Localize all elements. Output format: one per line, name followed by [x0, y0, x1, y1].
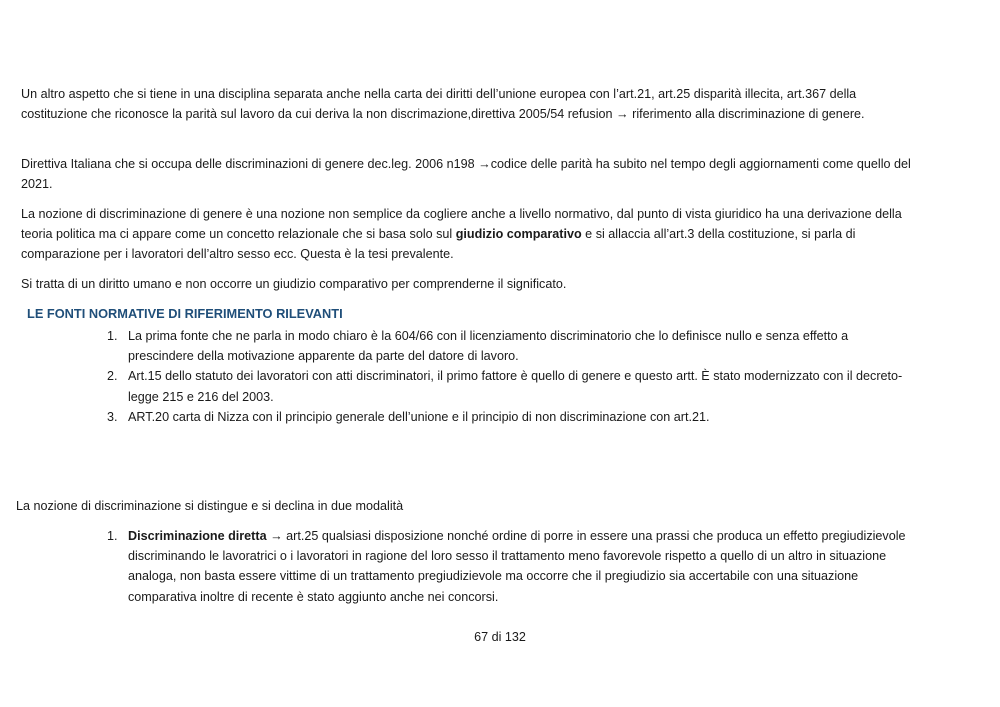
list-item-text: → art.25 qualsiasi disposizione nonché ordine di porre in essere una prassi che produca un effetto pregiudizievole discriminando le lavoratrici o i lavoratori in ragione del loro sesso il trattamento meno favorevole rispetto a quello di un altro in situazione analoga, non basta essere vittime di un trattamento pregiudizievole ma occorre che il pregiudizio sia accertabile con una situazione comparativa inoltre di recente è stato aggiunto anche nei concorsi. — [128, 529, 906, 604]
list-number: 1. — [107, 329, 118, 343]
list-item — [0, 366, 913, 406]
list-item-text: La prima fonte che ne parla in modo chiaro è la 604/66 con il licenziamento discriminatorio che lo definisce nullo e senza effetto a prescindere della motivazione apparente da parte del datore di lavoro. — [128, 329, 849, 364]
list-item-text: ART.20 carta di Nizza con il principio generale dell’unione e il principio di non discriminazione con art.21. — [128, 409, 710, 424]
list-item-text: Art.15 dello statuto dei lavoratori con atti discriminatori, il primo fattore è quello di genere e questo artt. È stato modernizzato con il decreto-legge 215 e 216 del 2003. — [128, 369, 903, 404]
paragraph-human-right: Si tratta di un diritto umano e non occorre un giudizio comparativo per comprenderne il significato. — [21, 277, 567, 291]
list-item — [0, 407, 913, 427]
paragraph-gender-discrimination-notion — [21, 204, 921, 265]
bold-term: giudizio comparativo — [455, 227, 582, 242]
bold-term: Discriminazione diretta — [128, 529, 267, 543]
list-number: 1. — [107, 529, 118, 543]
list-number: 3. — [107, 409, 118, 424]
section-heading: LE FONTI NORMATIVE DI RIFERIMENTO RILEVANTI — [27, 306, 343, 321]
paragraph-text-part: La nozione di discriminazione di genere è una nozione non semplice da cogliere anche a livello normativo, dal punto di vista giuridico ha una derivazione della teoria politica ma ci appare come un concetto relazionale che si basa solo sul — [21, 207, 902, 242]
paragraph-two-modalities: La nozione di discriminazione si distingue e si declina in due modalità — [16, 499, 404, 513]
paragraph-text-part: e si allaccia all’art.3 della costituzione, si parla di comparazione per i lavoratori dell’altro sesso ecc. Questa è la tesi prevalente. — [21, 227, 856, 262]
sources-list — [0, 326, 913, 427]
modalities-list — [0, 526, 913, 607]
paragraph-eu-charter: Un altro aspetto che si tiene in una disciplina separata anche nella carta dei diritti dell’unione europea con l’art.21, art.25 disparità illecita, art.367 della costituzione che riconosce la parità sul lavoro da cui deriva la non discrimazione,direttiva 2005/54 refusion → riferimento alla discriminazione di genere. — [21, 87, 865, 122]
page-number: 67 di 132 — [474, 630, 526, 644]
list-number: 2. — [107, 369, 118, 384]
list-item — [0, 326, 913, 366]
list-item — [0, 526, 913, 607]
paragraph-italian-directive: Direttiva Italiana che si occupa delle discriminazioni di genere dec.leg. 2006 n198 →codice delle parità ha subito nel tempo degli aggiornamenti come quello del 2021. — [21, 157, 911, 192]
